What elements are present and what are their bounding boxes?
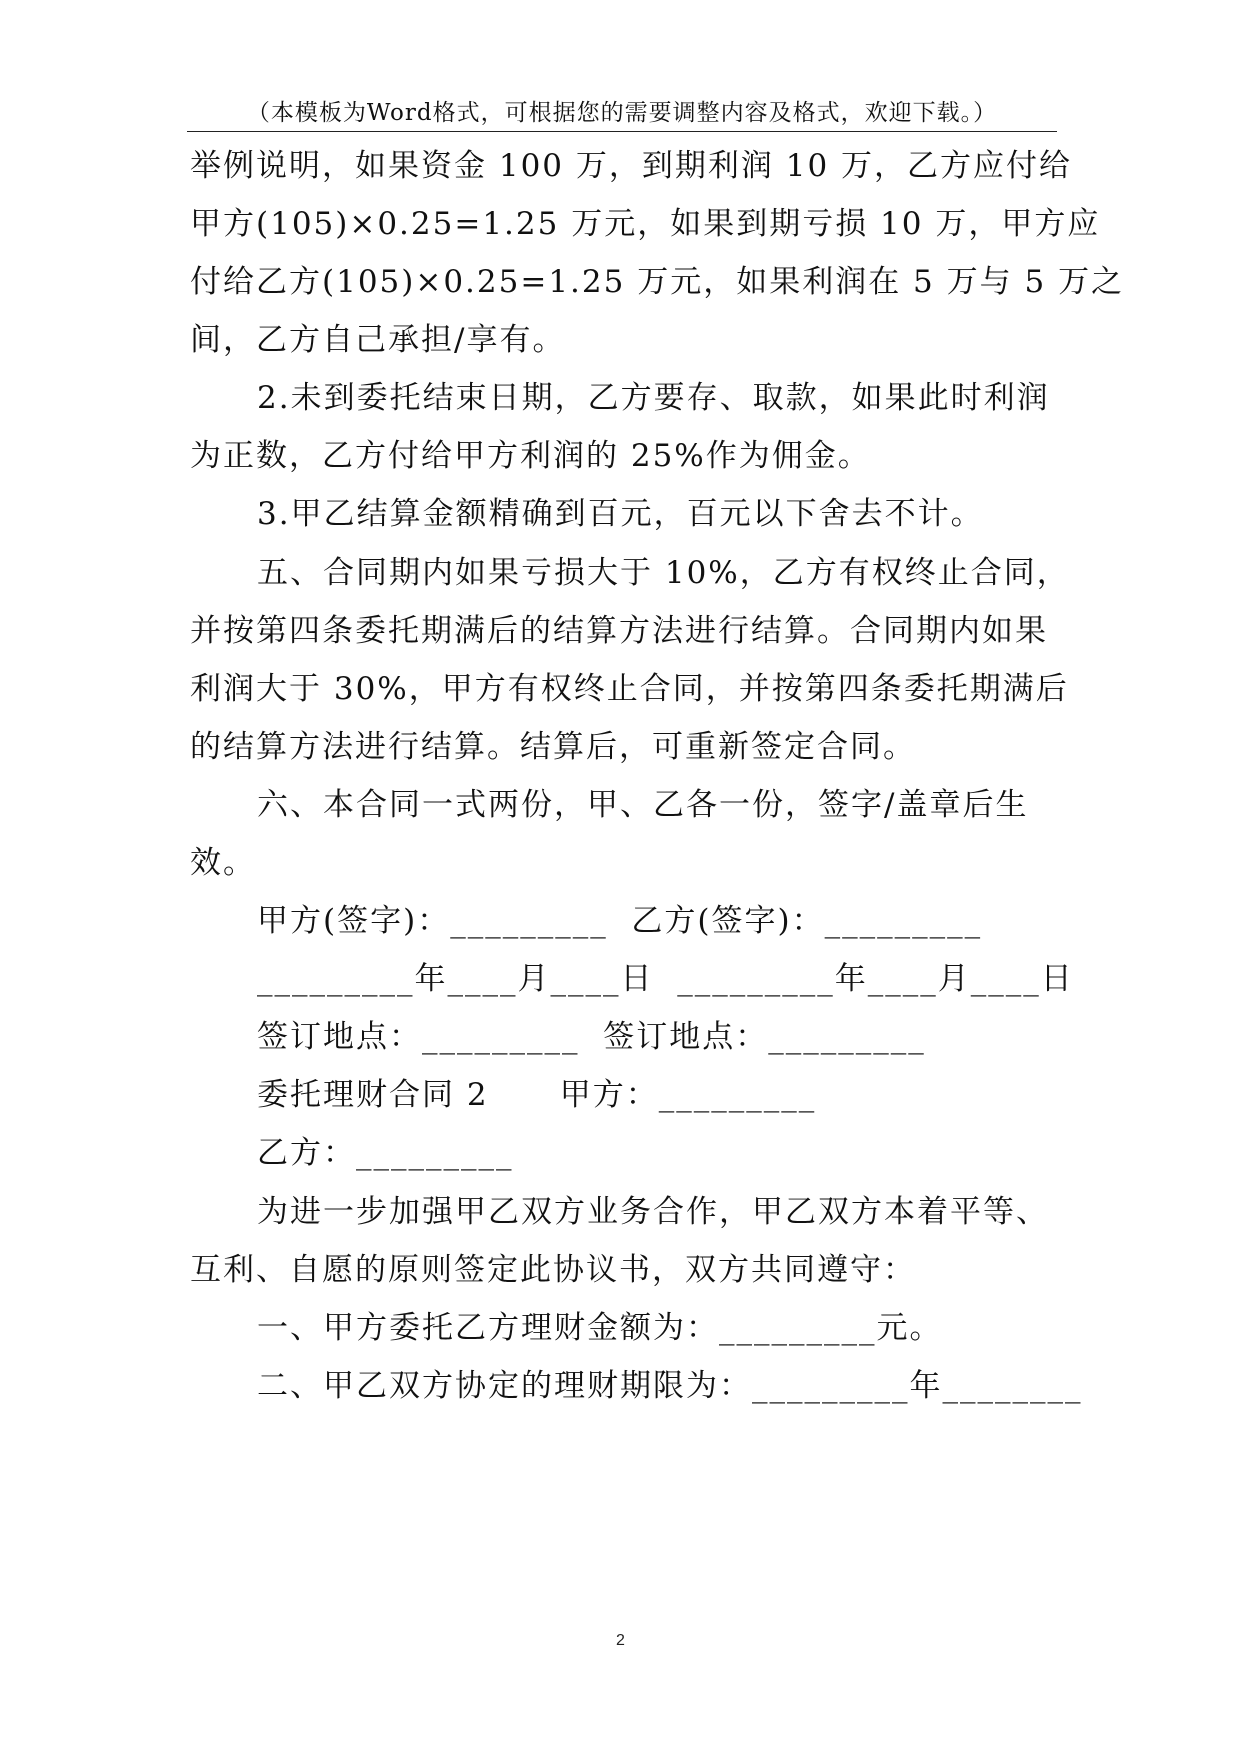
header-divider <box>187 131 1057 132</box>
paragraph-line: 付给乙方(105)×0.25=1.25 万元，如果利润在 5 万与 5 万之 <box>190 264 1125 300</box>
paragraph-line: 为进一步加强甲乙双方业务合作，甲乙双方本着平等、 <box>257 1194 1049 1230</box>
signature-line: 甲方(签字)：_________ 乙方(签字)：_________ <box>257 903 983 939</box>
party-b-line: 乙方：_________ <box>257 1135 514 1171</box>
paragraph-line: 六、本合同一式两份，甲、乙各一份，签字/盖章后生 <box>257 787 1029 823</box>
clause-line: 二、甲乙双方协定的理财期限为：_________年________ <box>257 1368 1083 1404</box>
paragraph-line: 五、合同期内如果亏损大于 10%，乙方有权终止合同， <box>257 555 1070 591</box>
signing-place-line: 签订地点：_________ 签订地点：_________ <box>257 1019 926 1055</box>
template-note: （本模板为Word格式，可根据您的需要调整内容及格式，欢迎下载。） <box>246 100 998 126</box>
contract-title-line: 委托理财合同 2 甲方：_________ <box>257 1077 817 1113</box>
paragraph-line: 间，乙方自己承担/享有。 <box>190 322 566 358</box>
paragraph-line: 的结算方法进行结算。结算后，可重新签定合同。 <box>190 729 916 765</box>
paragraph-line: 甲方(105)×0.25=1.25 万元，如果到期亏损 10 万，甲方应 <box>190 206 1101 242</box>
paragraph-line: 互利、自愿的原则签定此协议书，双方共同遵守： <box>190 1252 916 1288</box>
paragraph-line: 效。 <box>190 845 256 881</box>
paragraph-line: 为正数，乙方付给甲方利润的 25%作为佣金。 <box>190 438 871 474</box>
page-number: 2 <box>616 1632 625 1649</box>
paragraph-line: 3.甲乙结算金额精确到百元，百元以下舍去不计。 <box>257 496 984 532</box>
paragraph-line: 举例说明，如果资金 100 万，到期利润 10 万，乙方应付给 <box>190 148 1073 184</box>
paragraph-line: 并按第四条委托期满后的结算方法进行结算。合同期内如果 <box>190 613 1048 649</box>
paragraph-line: 2.未到委托结束日期，乙方要存、取款，如果此时利润 <box>257 380 1050 416</box>
date-line: _________年____月____日 _________年____月____日 <box>257 961 1074 997</box>
paragraph-line: 利润大于 30%，甲方有权终止合同，并按第四条委托期满后 <box>190 671 1069 707</box>
clause-line: 一、甲方委托乙方理财金额为：_________元。 <box>257 1310 943 1346</box>
